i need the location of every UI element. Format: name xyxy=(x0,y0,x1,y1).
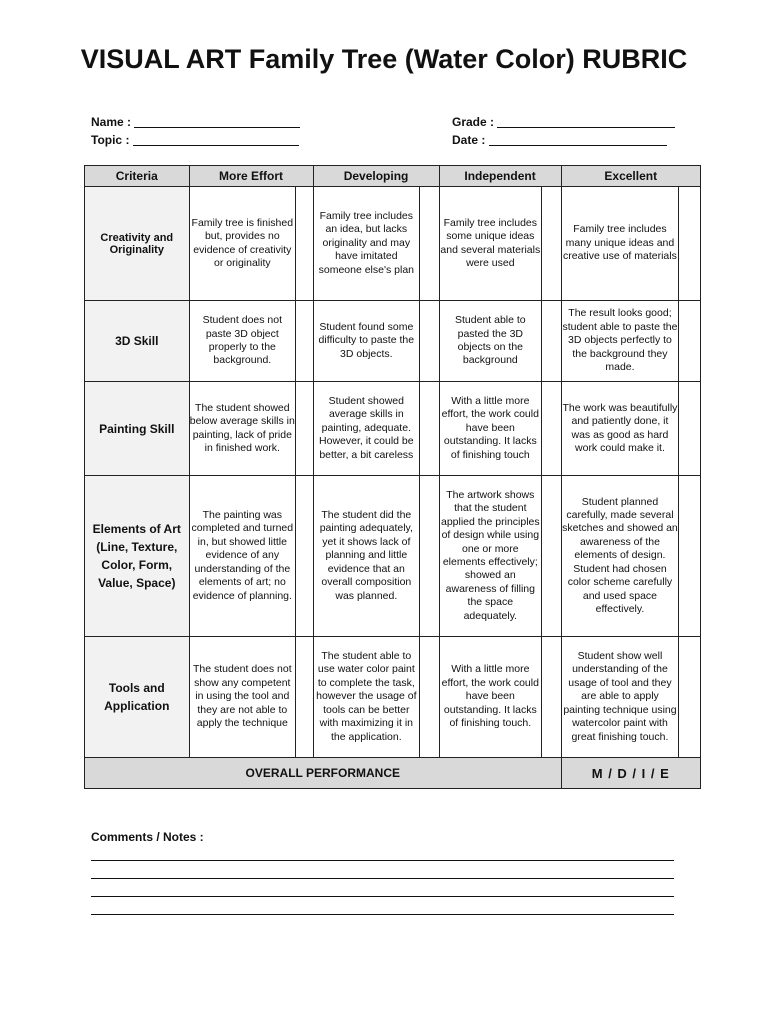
page-title: VISUAL ART Family Tree (Water Color) RUBRIC xyxy=(80,44,688,74)
descriptor-more-effort: The painting was completed and turned in, but showed little evidence of any understanding of the elements of art; no evidence of planning. xyxy=(189,476,296,637)
date-label: Date : xyxy=(452,133,486,147)
header-independent: Independent xyxy=(439,166,561,187)
comment-line[interactable] xyxy=(91,914,674,915)
comments-label: Comments / Notes : xyxy=(91,830,204,844)
overall-row xyxy=(85,758,701,789)
rubric-table xyxy=(84,165,701,789)
criteria-creativity: Creativity and Originality xyxy=(85,187,190,301)
header-more-effort: More Effort xyxy=(189,166,313,187)
criteria-3d-skill: 3D Skill xyxy=(85,301,190,382)
comment-line[interactable] xyxy=(91,896,674,897)
grade-field xyxy=(452,115,675,129)
score-box[interactable] xyxy=(679,637,701,758)
descriptor-excellent: Student planned carefully, made several sketches and showed an awareness of the elements of design. Student had chosen color scheme carefully and used space effectively. xyxy=(561,476,679,637)
criteria-painting-skill: Painting Skill xyxy=(85,382,190,476)
table-row xyxy=(85,382,701,476)
score-box[interactable] xyxy=(679,187,701,301)
criteria-tools-application: Tools and Application xyxy=(85,637,190,758)
score-box[interactable] xyxy=(542,187,561,301)
criteria-elements-of-art: Elements of Art (Line, Texture, Color, Form, Value, Space) xyxy=(85,476,190,637)
topic-label: Topic : xyxy=(91,133,130,147)
overall-performance-label: OVERALL PERFORMANCE xyxy=(85,758,562,789)
overall-performance-grade[interactable]: M / D / I / E xyxy=(561,758,700,789)
score-box[interactable] xyxy=(542,301,561,382)
name-label: Name : xyxy=(91,115,132,129)
descriptor-excellent: Family tree includes many unique ideas and creative use of materials xyxy=(561,187,679,301)
score-box[interactable] xyxy=(296,301,313,382)
descriptor-excellent: The result looks good; student able to paste the 3D objects perfectly to the background they made. xyxy=(561,301,679,382)
comment-line[interactable] xyxy=(91,860,674,861)
header-row xyxy=(85,166,701,187)
score-box[interactable] xyxy=(296,187,313,301)
topic-field xyxy=(91,133,299,147)
descriptor-more-effort: The student does not show any competent in using the tool and they are not able to apply the technique xyxy=(189,637,296,758)
score-box[interactable] xyxy=(296,476,313,637)
descriptor-more-effort: The student showed below average skills in painting, lack of pride in finished work. xyxy=(189,382,296,476)
descriptor-developing: The student able to use water color paint to complete the task, however the usage of tools can be better with maximizing it in the application. xyxy=(313,637,420,758)
descriptor-independent: The artwork shows that the student applied the principles of design while using one or more elements effectively; showed an awareness of filling the space adequately. xyxy=(439,476,541,637)
score-box[interactable] xyxy=(296,382,313,476)
name-blank-line[interactable] xyxy=(134,115,300,128)
descriptor-more-effort: Student does not paste 3D object properly to the background. xyxy=(189,301,296,382)
score-box[interactable] xyxy=(420,476,439,637)
score-box[interactable] xyxy=(542,637,561,758)
header-developing: Developing xyxy=(313,166,439,187)
descriptor-developing: Student showed average skills in painting, adequate. However, it could be better, a bit careless xyxy=(313,382,420,476)
header-criteria: Criteria xyxy=(85,166,190,187)
descriptor-excellent: Student show well understanding of the usage of tool and they are able to apply painting technique using watercolor paint with great finishing touch. xyxy=(561,637,679,758)
score-box[interactable] xyxy=(420,301,439,382)
table-row xyxy=(85,301,701,382)
table-row xyxy=(85,476,701,637)
score-box[interactable] xyxy=(542,476,561,637)
table-row xyxy=(85,637,701,758)
descriptor-developing: Family tree includes an idea, but lacks originality and may have imitated someone else's plan xyxy=(313,187,420,301)
topic-blank-line[interactable] xyxy=(133,133,299,146)
descriptor-independent: Student able to pasted the 3D objects on the background xyxy=(439,301,541,382)
score-box[interactable] xyxy=(542,382,561,476)
descriptor-developing: Student found some difficulty to paste the 3D objects. xyxy=(313,301,420,382)
score-box[interactable] xyxy=(679,476,701,637)
score-box[interactable] xyxy=(679,301,701,382)
descriptor-independent: With a little more effort, the work could have been outstanding. It lacks of finishing touch. xyxy=(439,637,541,758)
descriptor-independent: With a little more effort, the work could have been outstanding. It lacks of finishing touch xyxy=(439,382,541,476)
table-row xyxy=(85,187,701,301)
grade-blank-line[interactable] xyxy=(497,115,675,128)
date-field xyxy=(452,133,667,147)
descriptor-independent: Family tree includes some unique ideas and several materials were used xyxy=(439,187,541,301)
descriptor-excellent: The work was beautifully and patiently done, it was as good as hard work could make it. xyxy=(561,382,679,476)
score-box[interactable] xyxy=(296,637,313,758)
descriptor-developing: The student did the painting adequately, yet it shows lack of planning and little evidence that an overall composition was planned. xyxy=(313,476,420,637)
date-blank-line[interactable] xyxy=(489,133,667,146)
grade-label: Grade : xyxy=(452,115,495,129)
score-box[interactable] xyxy=(420,637,439,758)
comment-line[interactable] xyxy=(91,878,674,879)
score-box[interactable] xyxy=(420,187,439,301)
score-box[interactable] xyxy=(420,382,439,476)
descriptor-more-effort: Family tree is finished but, provides no evidence of creativity or originality xyxy=(189,187,296,301)
name-field xyxy=(91,115,300,129)
header-excellent: Excellent xyxy=(561,166,700,187)
score-box[interactable] xyxy=(679,382,701,476)
